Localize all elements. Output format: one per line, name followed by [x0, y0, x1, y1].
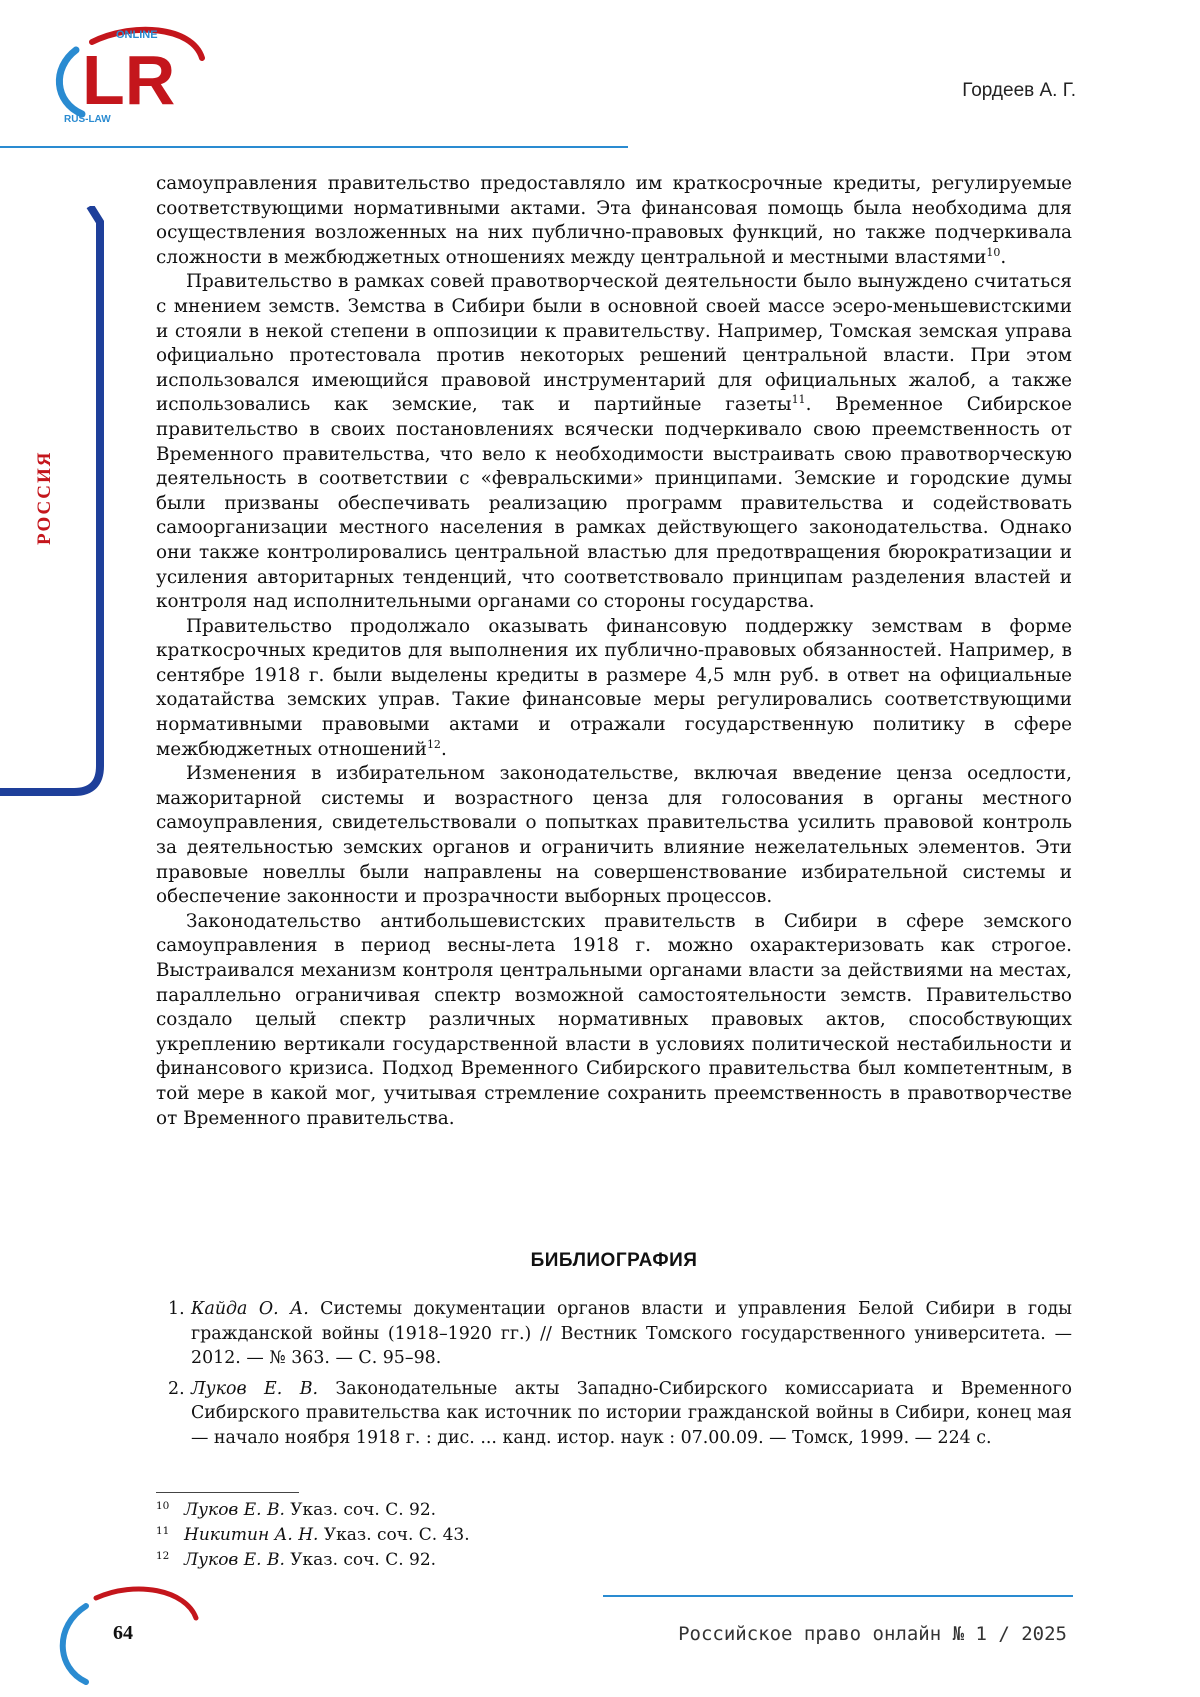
footnote-11: 11 Никитин А. Н. Указ. соч. С. 43. — [156, 1525, 470, 1545]
paragraph-4: Изменения в избирательном законодательстве, включая введение ценза оседлости, мажоритарной системы и возрастного ценза для голосования в органы местного самоуправления, свидетельствовали о попытках правительства усилить правовой контроль за деятельностью земских органов и ограничить влияние нежелательных элементов. Эти правовые новеллы были направлены на совершенствование избирательной системы и обеспечение законности и прозрачности выборных процессов. — [156, 763, 1072, 908]
journal-title: Российское право онлайн № 1 / 2025 — [678, 1623, 1067, 1645]
bibliography-title: БИБЛИОГРАФИЯ — [530, 1250, 698, 1271]
logo-arc-text-bottom: RUS-LAW — [64, 114, 111, 125]
footer-rule — [603, 1595, 1073, 1597]
footnote-ref-10[interactable]: 10 — [986, 245, 1001, 259]
footnote-12: 12 Луков Е. В. Указ. соч. С. 92. — [156, 1550, 437, 1570]
logo-letter-l: LR — [82, 41, 176, 119]
footnote-ref-12[interactable]: 12 — [426, 737, 441, 751]
article-body — [156, 172, 1072, 1131]
page-number: 64 — [113, 1622, 133, 1644]
paragraph-3: Правительство продолжало оказывать финансовую поддержку земствам в форме краткосрочных кредитов для выполнения их публично-правовых обязанностей. Например, в сентябре 1918 г. были выделены кредиты в размере 4,5 млн руб. в ответ на официальные ходатайства земских управ. Такие финансовые меры регулировались соответствующими нормативными правовыми актами и отражали государственную политику в сфере межбюджетных отношений$^{12}$. — [156, 615, 1072, 760]
author-name: Гордеев А. Г. — [962, 80, 1076, 101]
journal-logo — [52, 18, 222, 128]
bibliography-item: 2. Луков Е. В. Законодательные акты Западно-Сибирского комиссариата и Временного Сибирского правительства как источник по истории гражданской войны в Сибири, конец мая — начало ноября 1918 г. : дис. ... канд. истор. наук : 07.00.09. — Томск, 1999. — 224 с. — [168, 1378, 1072, 1448]
section-label: РОССИЯ — [34, 450, 55, 545]
footnote-ref-11[interactable]: 11 — [791, 393, 806, 407]
paragraph-5: Законодательство антибольшевистских правительств в Сибири в сфере земского самоуправления в период весны-лета 1918 г. можно охарактеризовать как строгое. Выстраивался механизм контроля центральными органами власти за действиями на местах, параллельно ограничивая спектр возможной самостоятельности земств. Правительство создало целый спектр различных нормативных правовых актов, способствующих укреплению вертикали государственной власти в условиях политической нестабильности и финансового кризиса. Подход Временного Сибирского правительства был компетентным, в той мере в какой мог, учитывая стремление сохранить преемственность в правотворчестве от Временного правительства. — [156, 910, 1072, 1129]
bibliography-list — [156, 1297, 1072, 1456]
header-rule — [0, 146, 628, 148]
bibliography-item: 1. Кайда О. А. Системы документации органов власти и управления Белой Сибири в годы гражданской войны (1918–1920 гг.) // Вестник Томского государственного университета. — 2012. — № 363. — С. 95–98. — [168, 1299, 1072, 1368]
footnote-10: 10 Луков Е. В. Указ. соч. С. 92. — [156, 1500, 437, 1520]
footnote-rule — [156, 1492, 299, 1493]
footnotes — [156, 1498, 756, 1573]
paragraph-1: самоуправления правительство предоставляло им краткосрочные кредиты, регулируемые соответствующими нормативными актами. Эта финансовая помощь была необходима для осуществления возложенных на них публично-правовых функций, но также подчеркивала сложности в межбюджетных отношениях между центральной и местными властями$^{10}$. — [156, 173, 1072, 268]
paragraph-2: Правительство в рамках совей правотворческой деятельности было вынуждено считаться с мнением земств. Земства в Сибири были в основной своей массе эсеро-меньшевистскими и стояли в некой степени в оппозиции к правительству. Например, Томская земская управа официально протестовала против некоторых решений центральной власти. При этом использовался имеющийся правовой инструментарий для официальных жалоб, а также использовались как земские, так и партийные газеты$^{11}$. Временное Сибирское правительство в своих постановлениях всячески подчеркивало свою преемственность от Временного правительства, что вело к необходимости выстраивать свою правотворческую деятельность в соответствии с «февральскими» принципами. Земские и городские думы были призваны обеспечивать реализацию программ правительства и содействовать самоорганизации местного населения в рамках действующего законодательства. Однако они также контролировались центральной властью для предотвращения бюрократизации и усиления авторитарных тенденций, что соответствовало принципам разделения властей и контроля над исполнительными органами со стороны государства. — [156, 271, 1072, 613]
logo-arc-text-top: ONLINE — [116, 29, 158, 41]
